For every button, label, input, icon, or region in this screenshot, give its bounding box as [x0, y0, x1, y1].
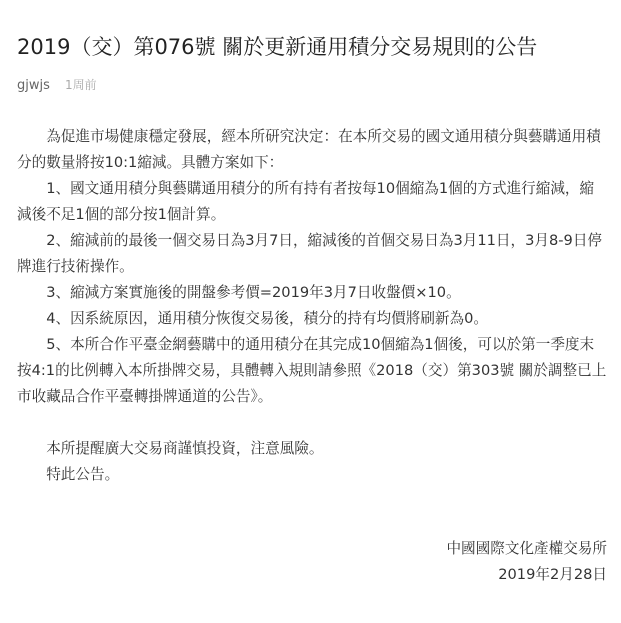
- intro-paragraph: 為促進市場健康穩定發展，經本所研究決定：在本所交易的國文通用積分與藝購通用積分的數量將按10:1縮減。具體方案如下：: [17, 128, 601, 171]
- rule-item-1: 1、國文通用積分與藝購通用積分的所有持有者按每10個縮為1個的方式進行縮減，縮減後不足1個的部分按1個計算。: [17, 180, 595, 223]
- article-meta: [17, 76, 607, 94]
- article-title: 2019（交）第076號 關於更新通用積分交易規則的公告: [17, 35, 538, 59]
- rule-item-2: 2、縮減前的最後一個交易日為3月7日，縮減後的首個交易日為3月11日，3月8-9日停牌進行技術操作。: [17, 232, 603, 275]
- author-name[interactable]: gjwjs: [17, 78, 50, 93]
- rule-item-5: 5、本所合作平臺金網藝購中的通用積分在其完成10個縮為1個後，可以於第一季度末按4:1的比例轉入本所掛牌交易，具體轉入規則請參照《2018（交）第303號 關於調整已上市收藏品合作平臺轉掛牌通道的公告》。: [17, 336, 607, 405]
- rule-item-4: 4、因系統原因，通用積分恢復交易後，積分的持有均價將刷新為0。: [46, 310, 488, 327]
- signature-date: 2019年2月28日: [498, 566, 607, 583]
- signature-organization: 中國國際文化產權交易所: [446, 540, 607, 557]
- article-body: [17, 124, 607, 488]
- risk-warning: 本所提醒廣大交易商謹慎投資，注意風險。: [46, 440, 324, 457]
- signature-block: [17, 536, 607, 588]
- paragraph-spacer: [17, 410, 607, 436]
- closing-statement: 特此公告。: [46, 466, 120, 483]
- rule-item-3: 3、縮減方案實施後的開盤參考價=2019年3月7日收盤價×10。: [46, 284, 461, 301]
- post-time: 1周前: [65, 78, 97, 92]
